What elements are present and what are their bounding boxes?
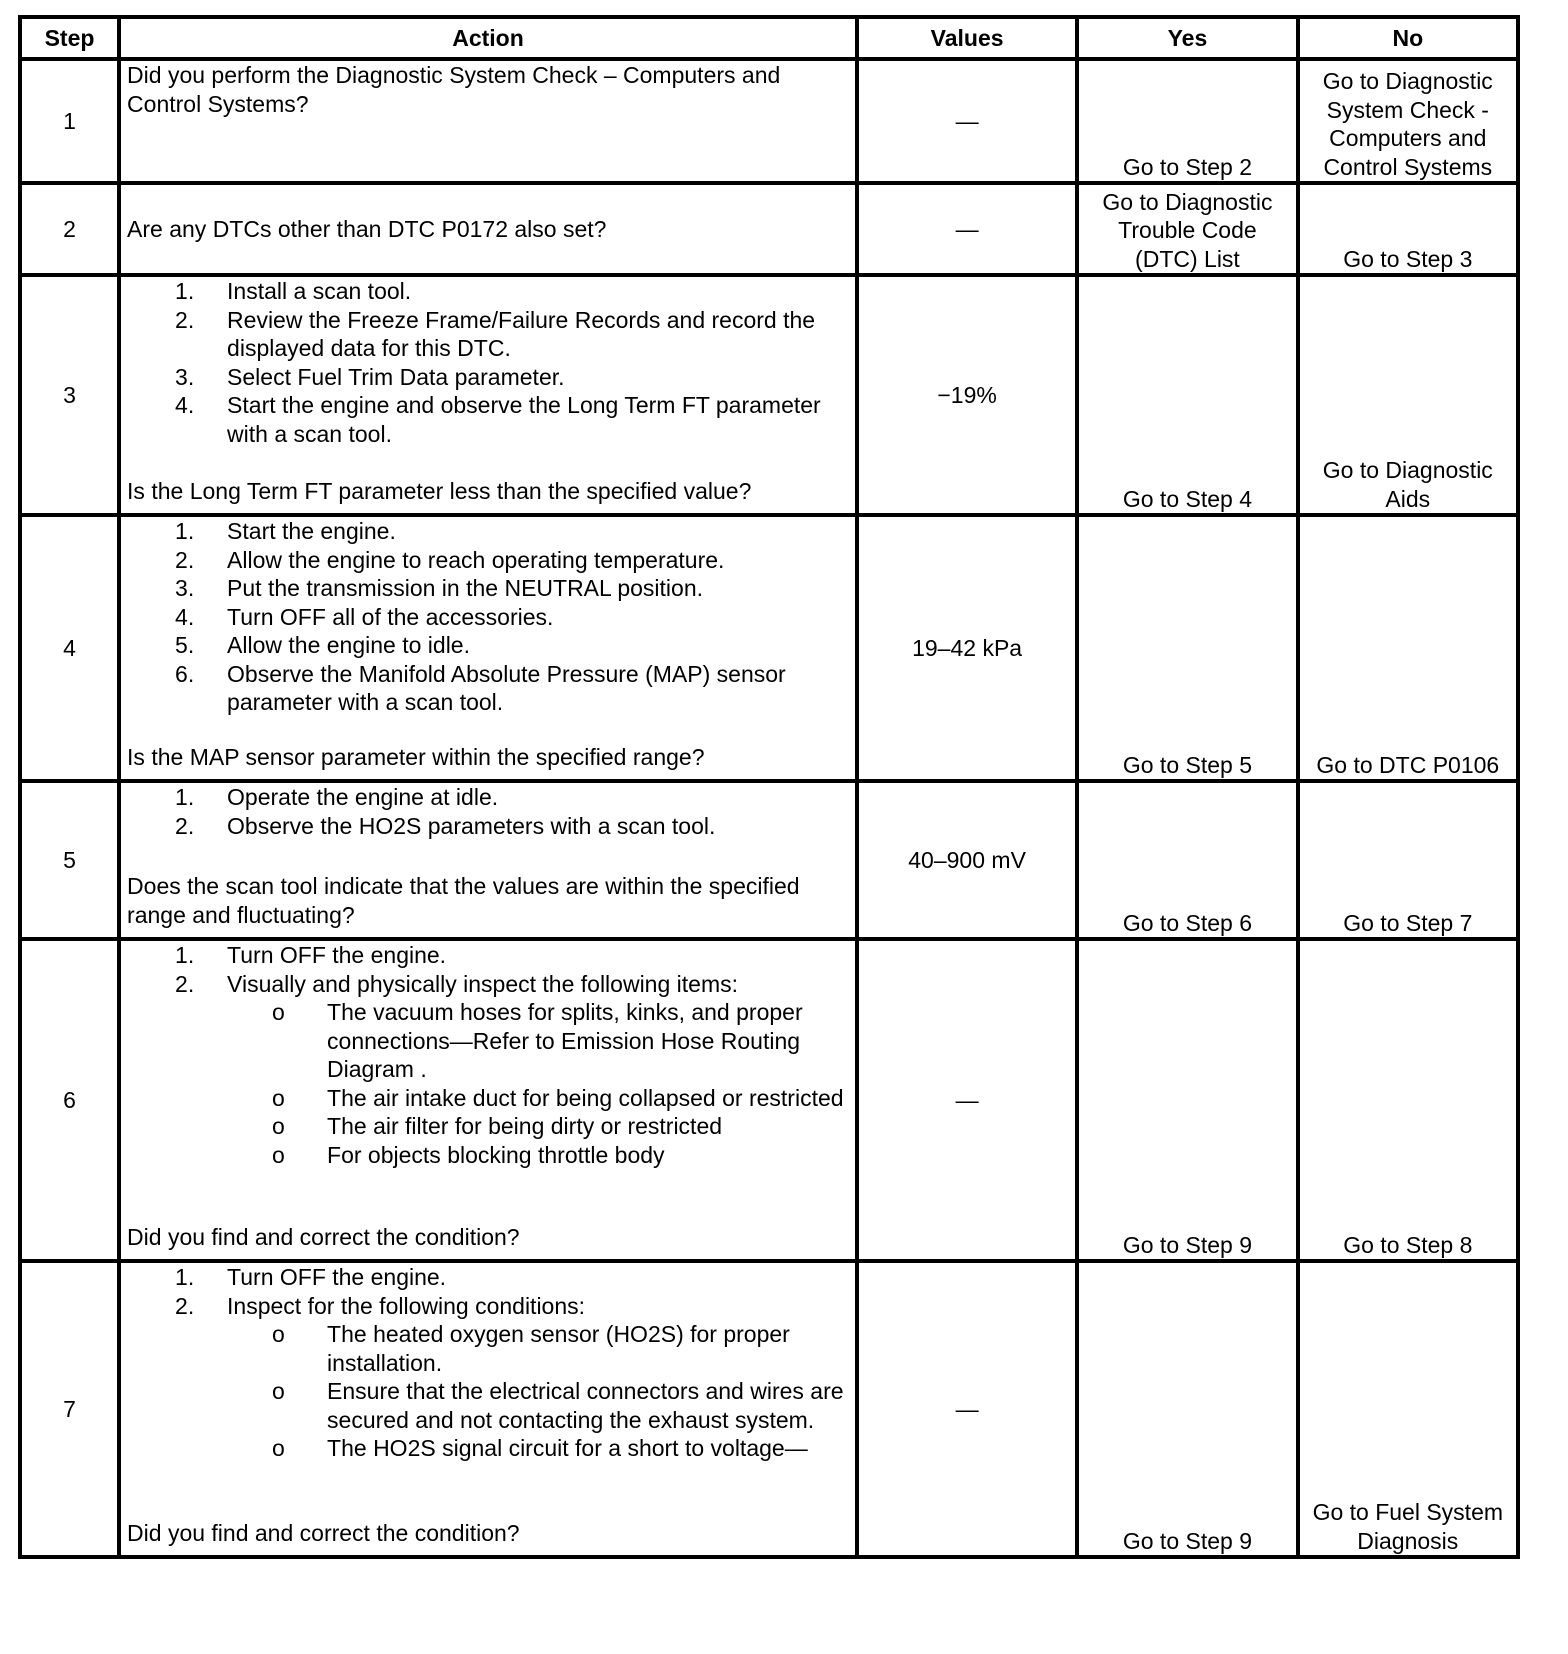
instruction-number: 1. [175, 518, 195, 544]
no-outcome: Go to Fuel System Diagnosis [1298, 1261, 1518, 1557]
header-action: Action [119, 17, 857, 59]
header-yes: Yes [1077, 17, 1297, 59]
action-question: Are any DTCs other than DTC P0172 also set? [127, 215, 607, 242]
instruction-number: 4. [175, 603, 195, 630]
instruction-number: 2. [175, 970, 195, 997]
instruction-list [127, 517, 849, 717]
instruction-item [127, 631, 849, 660]
yes-outcome: Go to Diagnostic Trouble Code (DTC) List [1077, 183, 1297, 275]
step-number: 2 [20, 183, 119, 275]
action-question: Did you perform the Diagnostic System Check – Computers and Control Systems? [127, 62, 781, 117]
header-step: Step [20, 17, 119, 59]
circle-bullet-icon: o [272, 1113, 285, 1139]
instruction-item [127, 970, 849, 999]
instruction-list [127, 941, 849, 998]
action-instructions [127, 941, 849, 1169]
table-row [20, 275, 1518, 515]
action-content [127, 941, 849, 1251]
inspection-sublist [227, 1320, 849, 1463]
yes-outcome: Go to Step 5 [1077, 515, 1297, 781]
instruction-item [127, 277, 849, 306]
value-cell: 19–42 kPa [857, 515, 1077, 781]
instruction-text: Observe the Manifold Absolute Pressure (MAP) sensor parameter with a scan tool. [227, 660, 786, 715]
action-instructions [127, 783, 849, 840]
value-cell: −19% [857, 275, 1077, 515]
instruction-number: 1. [175, 784, 195, 810]
instruction-number: 5. [175, 632, 195, 658]
instruction-number: 2. [175, 1292, 195, 1319]
instruction-item [127, 306, 849, 363]
instruction-text: Start the engine. [227, 518, 396, 544]
yes-outcome: Go to Step 6 [1077, 781, 1297, 939]
instruction-item [127, 517, 849, 546]
instruction-number: 6. [175, 660, 195, 687]
no-outcome: Go to Step 8 [1298, 939, 1518, 1261]
action-cell [119, 781, 857, 939]
instruction-text: Inspect for the following conditions: [227, 1292, 586, 1319]
instruction-list [127, 783, 849, 840]
action-question: Does the scan tool indicate that the values are within the specified range and fluctuating? [127, 873, 800, 928]
yes-outcome: Go to Step 9 [1077, 939, 1297, 1261]
sublist-item [227, 1112, 849, 1141]
action-instructions [127, 1263, 849, 1463]
action-question: Is the Long Term FT parameter less than the specified value? [127, 477, 752, 504]
table-row [20, 939, 1518, 1261]
sublist-text: Ensure that the electrical connectors and wires are secured and not contacting the exhaust system. [327, 1378, 844, 1433]
instruction-text: Put the transmission in the NEUTRAL position. [227, 575, 704, 601]
table-body [20, 59, 1518, 1557]
action-cell [119, 59, 857, 183]
instruction-number: 2. [175, 306, 195, 333]
action-instructions [127, 517, 849, 717]
instruction-number: 4. [175, 392, 195, 418]
value-cell: — [857, 183, 1077, 275]
no-outcome: Go to Step 7 [1298, 781, 1518, 939]
value-cell: 40–900 mV [857, 781, 1077, 939]
instruction-item [127, 812, 849, 841]
step-number: 5 [20, 781, 119, 939]
step-number: 3 [20, 275, 119, 515]
action-instructions [127, 277, 849, 448]
action-cell [119, 1261, 857, 1557]
instruction-text: Turn OFF all of the accessories. [227, 603, 554, 630]
value-cell: — [857, 59, 1077, 183]
action-content [127, 1263, 849, 1547]
instruction-text: Start the engine and observe the Long Term FT parameter with a scan tool. [227, 392, 821, 447]
header-no: No [1298, 17, 1518, 59]
no-outcome: Go to Diagnostic System Check - Computers and Control Systems [1298, 59, 1518, 183]
instruction-number: 1. [175, 278, 195, 304]
instruction-text: Review the Freeze Frame/Failure Records and record the displayed data for this DTC. [227, 306, 816, 361]
instruction-number: 2. [175, 546, 195, 573]
no-outcome: Go to Step 3 [1298, 183, 1518, 275]
instruction-item [127, 1292, 849, 1321]
header-row [20, 17, 1518, 59]
sublist-text: The HO2S signal circuit for a short to voltage— [327, 1435, 808, 1461]
table-row [20, 59, 1518, 183]
instruction-item [127, 1263, 849, 1292]
sublist-text: The air intake duct for being collapsed or restricted [327, 1084, 844, 1111]
sublist-item [227, 1434, 849, 1463]
instruction-text: Select Fuel Trim Data parameter. [227, 363, 565, 390]
action-cell [119, 183, 857, 275]
value-cell: — [857, 1261, 1077, 1557]
table-row [20, 183, 1518, 275]
instruction-number: 2. [175, 812, 195, 839]
no-outcome: Go to Diagnostic Aids [1298, 275, 1518, 515]
instruction-item [127, 391, 849, 448]
instruction-number: 3. [175, 363, 195, 390]
action-content [127, 517, 849, 771]
instruction-item [127, 574, 849, 603]
circle-bullet-icon: o [272, 999, 285, 1025]
table-row [20, 1261, 1518, 1557]
instruction-item [127, 783, 849, 812]
instruction-number: 1. [175, 1264, 195, 1290]
instruction-list [127, 277, 849, 448]
action-cell [119, 515, 857, 781]
instruction-item [127, 546, 849, 575]
instruction-text: Turn OFF the engine. [227, 942, 447, 968]
value-cell: — [857, 939, 1077, 1261]
yes-outcome: Go to Step 2 [1077, 59, 1297, 183]
instruction-item [127, 603, 849, 632]
sublist-text: For objects blocking throttle body [327, 1141, 665, 1168]
sublist-item [227, 1377, 849, 1434]
sublist-text: The vacuum hoses for splits, kinks, and proper connections—Refer to Emission Hose Routing Diagram . [327, 999, 803, 1082]
instruction-text: Visually and physically inspect the following items: [227, 970, 738, 997]
instruction-text: Allow the engine to idle. [227, 632, 470, 658]
step-number: 1 [20, 59, 119, 183]
circle-bullet-icon: o [272, 1378, 285, 1404]
table-row [20, 515, 1518, 781]
action-content [127, 783, 849, 929]
instruction-item [127, 363, 849, 392]
sublist-text: The heated oxygen sensor (HO2S) for proper installation. [327, 1321, 790, 1376]
instruction-text: Observe the HO2S parameters with a scan tool. [227, 812, 716, 839]
action-question: Is the MAP sensor parameter within the specified range? [127, 743, 705, 770]
instruction-number: 1. [175, 942, 195, 968]
step-number: 7 [20, 1261, 119, 1557]
circle-bullet-icon: o [272, 1321, 285, 1347]
circle-bullet-icon: o [272, 1084, 285, 1111]
action-cell [119, 939, 857, 1261]
step-number: 4 [20, 515, 119, 781]
no-outcome: Go to DTC P0106 [1298, 515, 1518, 781]
sublist-item [227, 998, 849, 1084]
step-number: 6 [20, 939, 119, 1261]
circle-bullet-icon: o [272, 1141, 285, 1168]
yes-outcome: Go to Step 4 [1077, 275, 1297, 515]
circle-bullet-icon: o [272, 1435, 285, 1461]
yes-outcome: Go to Step 9 [1077, 1261, 1297, 1557]
instruction-item [127, 941, 849, 970]
table-row [20, 781, 1518, 939]
action-question: Did you find and correct the condition? [127, 1223, 520, 1250]
sublist-item [227, 1084, 849, 1113]
inspection-sublist [227, 998, 849, 1169]
action-cell [119, 275, 857, 515]
sublist-item [227, 1320, 849, 1377]
action-question: Did you find and correct the condition? [127, 1519, 520, 1546]
instruction-text: Operate the engine at idle. [227, 784, 499, 810]
sublist-item [227, 1141, 849, 1170]
instruction-number: 3. [175, 575, 195, 601]
sublist-text: The air filter for being dirty or restricted [327, 1113, 723, 1139]
instruction-item [127, 660, 849, 717]
instruction-text: Turn OFF the engine. [227, 1264, 447, 1290]
action-content [127, 277, 849, 505]
instruction-list [127, 1263, 849, 1320]
header-values: Values [857, 17, 1077, 59]
diagnostic-table [18, 15, 1520, 1559]
instruction-text: Install a scan tool. [227, 278, 412, 304]
instruction-text: Allow the engine to reach operating temperature. [227, 546, 725, 573]
